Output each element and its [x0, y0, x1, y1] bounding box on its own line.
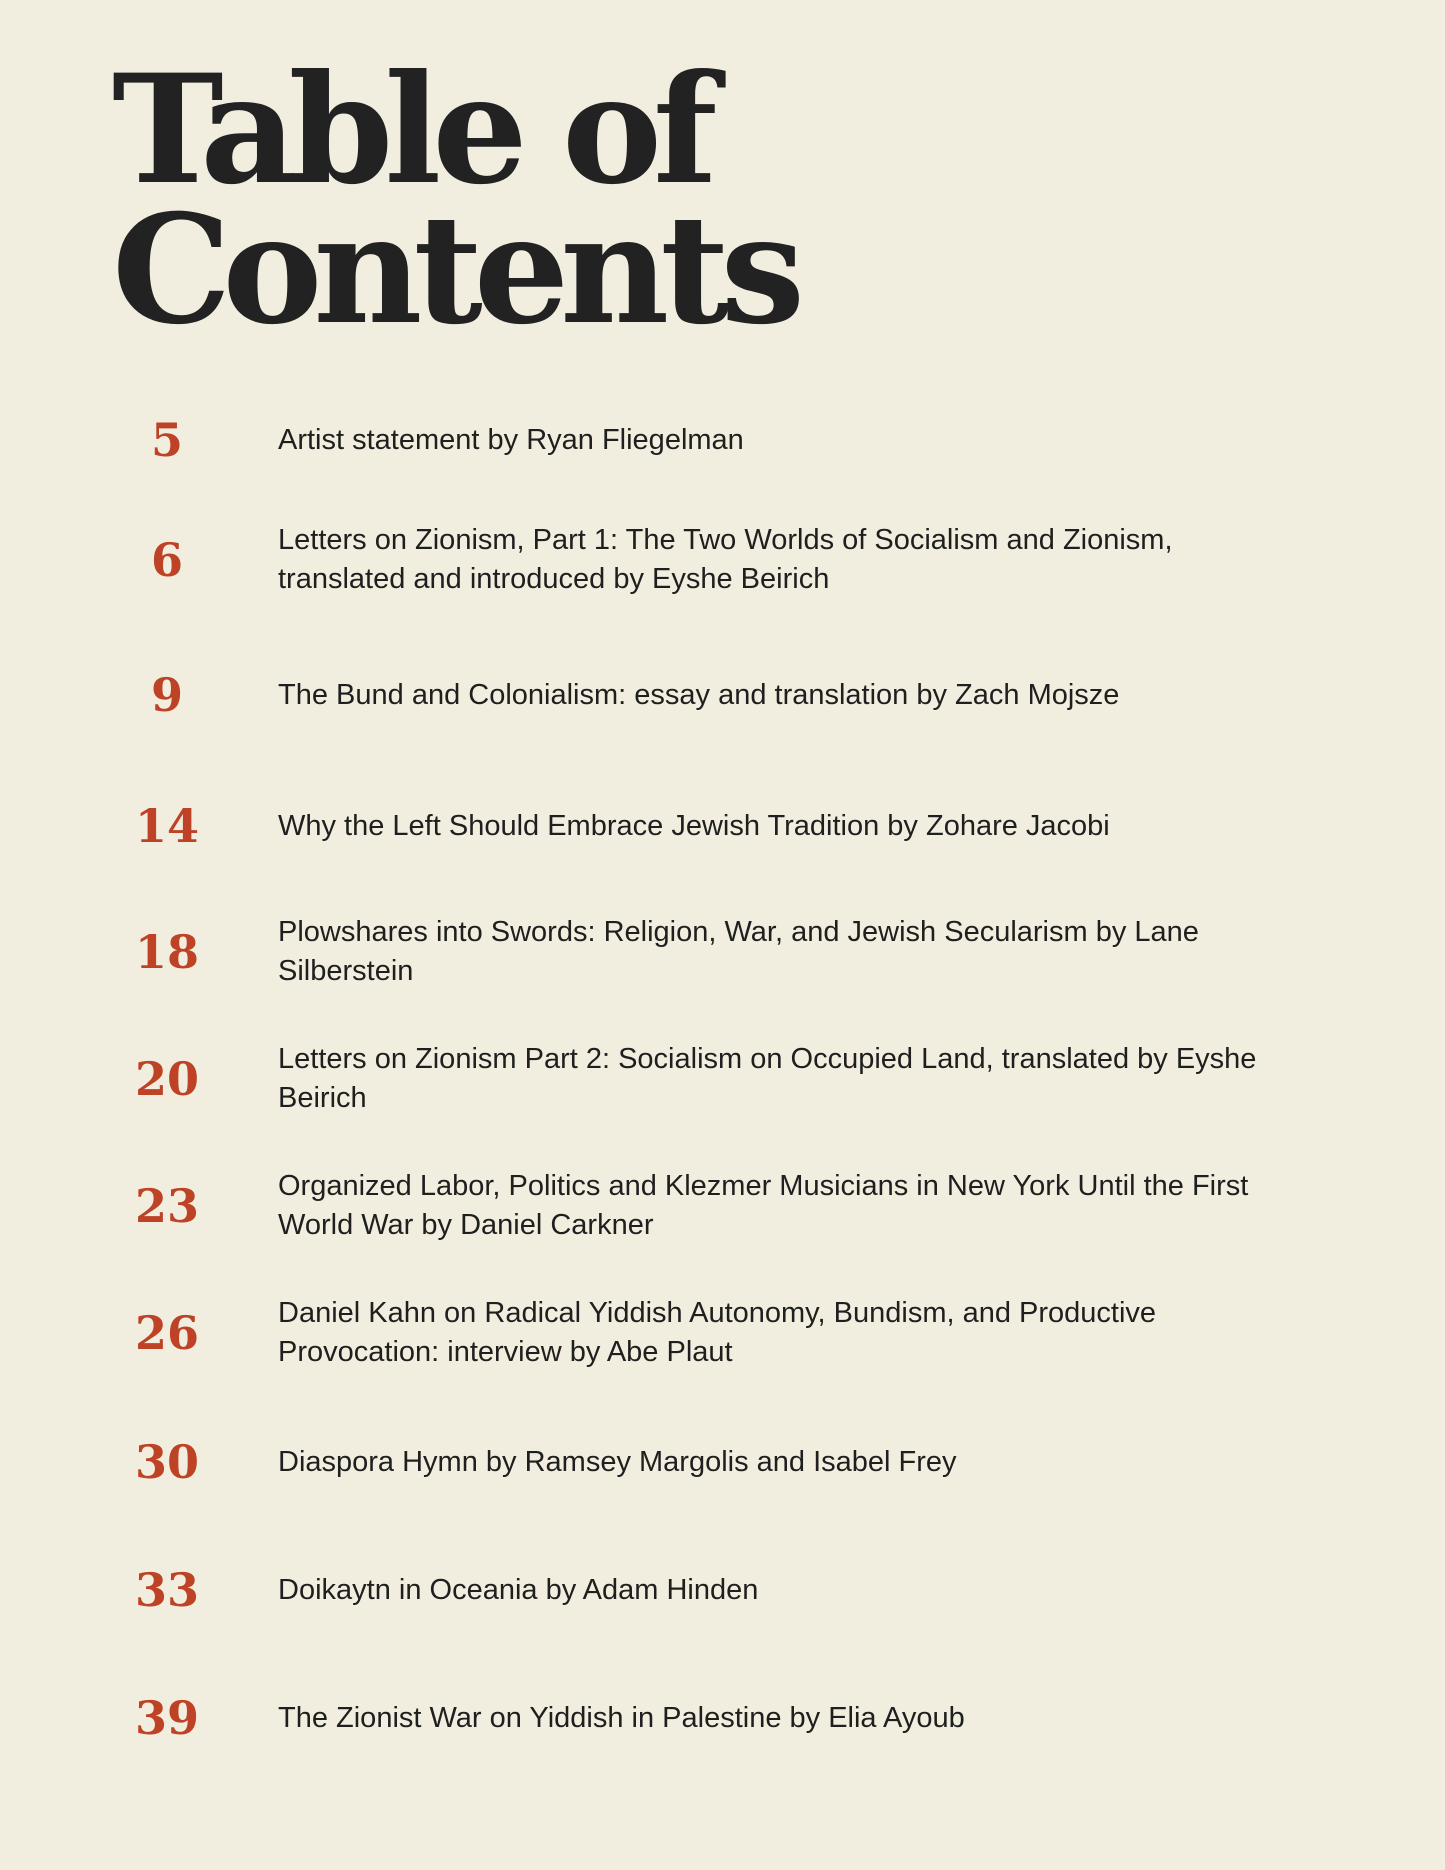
toc-entry[interactable]	[0, 1039, 1445, 1119]
toc-entry-title: Plowshares into Swords: Religion, War, and Jewish Secularism by Lane Silberstein	[278, 916, 1199, 987]
toc-entry-title: The Bund and Colonialism: essay and translation by Zach Mojsze	[278, 678, 1120, 711]
toc-page-number: 33	[134, 1563, 199, 1617]
toc-entry-title: Letters on Zionism, Part 1: The Two Worlds of Socialism and Zionism, translated and introduced by Eyshe Beirich	[278, 524, 1173, 595]
toc-entry[interactable]	[0, 665, 1445, 725]
toc-entry[interactable]	[0, 796, 1445, 856]
title-line-2: Contents	[112, 182, 797, 358]
toc-entry-title: Diaspora Hymn by Ramsey Margolis and Isabel Frey	[278, 1445, 957, 1478]
toc-page-number: 5	[150, 413, 183, 467]
toc-entry-title: The Zionist War on Yiddish in Palestine by Elia Ayoub	[278, 1701, 965, 1734]
toc-entry[interactable]	[0, 1166, 1445, 1246]
toc-entry[interactable]	[0, 520, 1445, 600]
toc-page-number: 18	[134, 925, 199, 979]
toc-page-number: 6	[150, 533, 183, 587]
toc-entry-title: Doikaytn in Oceania by Adam Hinden	[278, 1573, 759, 1606]
toc-page-number: 23	[134, 1179, 199, 1233]
toc-page-number: 39	[134, 1691, 199, 1745]
toc-page-number: 26	[134, 1306, 199, 1360]
toc-entry-title: Why the Left Should Embrace Jewish Tradition by Zohare Jacobi	[278, 809, 1110, 842]
page-title	[112, 42, 797, 358]
toc-page-number: 14	[134, 799, 199, 853]
toc-entry-title: Artist statement by Ryan Fliegelman	[278, 423, 744, 456]
toc-entry[interactable]	[0, 410, 1445, 470]
toc-page-number: 9	[150, 668, 183, 722]
title-line-1: Table of	[112, 42, 709, 218]
toc-page-number: 30	[134, 1435, 199, 1489]
toc-entry[interactable]	[0, 912, 1445, 992]
toc-entry[interactable]	[0, 1688, 1445, 1748]
toc-entry[interactable]	[0, 1432, 1445, 1492]
toc-entry[interactable]	[0, 1560, 1445, 1620]
toc-entry[interactable]	[0, 1293, 1445, 1373]
toc-page-number: 20	[134, 1052, 199, 1106]
toc-entry-title: Daniel Kahn on Radical Yiddish Autonomy, Bundism, and Productive Provocation: interview by Abe Plaut	[278, 1297, 1157, 1368]
toc-entry-title: Organized Labor, Politics and Klezmer Musicians in New York Until the First World War by Daniel Carkner	[278, 1170, 1249, 1241]
toc-entry-title: Letters on Zionism Part 2: Socialism on Occupied Land, translated by Eyshe Beirich	[278, 1043, 1257, 1114]
